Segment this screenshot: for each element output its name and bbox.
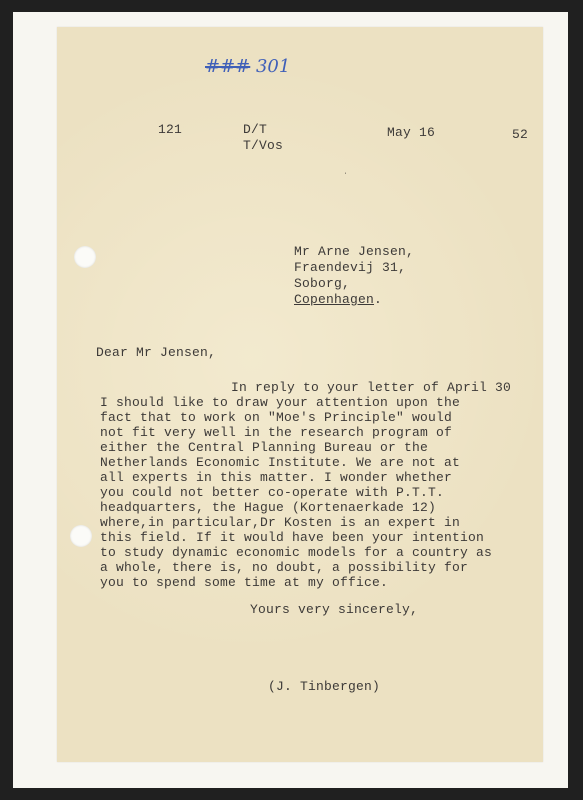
salutation: Dear Mr Jensen, [96, 345, 217, 360]
archive-number: 301 [255, 56, 291, 77]
body-line: this field. If it would have been your intention [100, 530, 485, 545]
initials-line-1: D/T [243, 122, 268, 137]
letter-date: May 16 [387, 125, 436, 140]
punch-hole-bottom [70, 525, 92, 547]
body-line: In reply to your letter of April 30 [231, 380, 512, 395]
body-line: all experts in this matter. I wonder whether [100, 470, 453, 485]
stray-mark: ˈ [343, 172, 349, 182]
struck-number: ### [205, 56, 251, 77]
body-line: fact that to work on "Moe's Principle" would [100, 410, 453, 425]
letter-year: 52 [512, 127, 529, 142]
initials-line-2: T/Vos [243, 138, 284, 153]
address-line-street: Fraendevij 31, [294, 260, 407, 275]
address-line-name: Mr Arne Jensen, [294, 244, 415, 259]
body-line: you could not better co-operate with P.T.T. [100, 485, 445, 500]
body-line: where,in particular,Dr Kosten is an expert in [100, 515, 461, 530]
body-line: you to spend some time at my office. [100, 575, 389, 590]
body-line: a whole, there is, no doubt, a possibility for [100, 560, 469, 575]
archive-number-annotation [205, 56, 290, 77]
address-line-town: Soborg, [294, 276, 351, 291]
closing: Yours very sincerely, [250, 602, 419, 617]
body-line: either the Central Planning Bureau or the [100, 440, 429, 455]
body-line: headquarters, the Hague (Kortenaerkade 12) [100, 500, 437, 515]
body-line: Netherlands Economic Institute. We are not at [100, 455, 461, 470]
signature-name: (J. Tinbergen) [268, 679, 381, 694]
body-line: not fit very well in the research program of [100, 425, 453, 440]
body-line: I should like to draw your attention upon the [100, 395, 461, 410]
city-name: Copenhagen [294, 292, 375, 307]
punch-hole-top [74, 246, 96, 268]
reference-number: 121 [158, 122, 183, 137]
address-line-city [294, 292, 382, 307]
body-line: to study dynamic economic models for a country as [100, 545, 493, 560]
city-period: . [374, 292, 383, 307]
